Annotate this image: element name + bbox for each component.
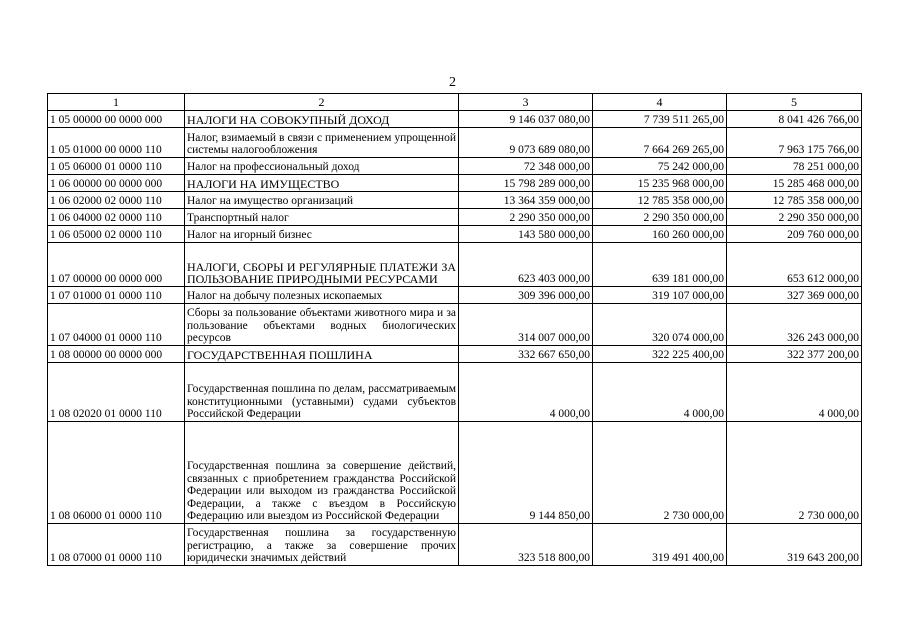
- amount-col3-cell: 9 144 850,00: [459, 422, 593, 524]
- code-cell: 1 05 06000 01 0000 110: [48, 158, 185, 175]
- name-cell: НАЛОГИ НА ИМУЩЕСТВО: [185, 175, 459, 192]
- amount-col4-cell: 320 074 000,00: [593, 304, 727, 346]
- name-cell: Сборы за пользование объектами животного мира и за пользование объектами водных биологических ресурсов: [185, 304, 459, 346]
- table-row: [48, 524, 862, 566]
- table-row: [48, 128, 862, 158]
- amount-col3-cell: 9 073 689 080,00: [459, 128, 593, 158]
- amount-col5-cell: 209 760 000,00: [727, 226, 862, 243]
- amount-col5-cell: 78 251 000,00: [727, 158, 862, 175]
- table-row: [48, 287, 862, 304]
- amount-col4-cell: 7 739 511 265,00: [593, 111, 727, 128]
- column-header-amount-4: 4: [593, 94, 727, 111]
- amount-col5-cell: 4 000,00: [727, 363, 862, 422]
- column-header-name: 2: [185, 94, 459, 111]
- code-cell: 1 07 04000 01 0000 110: [48, 304, 185, 346]
- amount-col5-cell: 653 612 000,00: [727, 243, 862, 287]
- amount-col4-cell: 2 290 350 000,00: [593, 209, 727, 226]
- column-header-amount-5: 5: [727, 94, 862, 111]
- table-row: [48, 111, 862, 128]
- amount-col5-cell: 322 377 200,00: [727, 346, 862, 363]
- budget-revenue-table: [47, 93, 862, 566]
- table-header-row: [48, 94, 862, 111]
- amount-col3-cell: 15 798 289 000,00: [459, 175, 593, 192]
- amount-col5-cell: 327 369 000,00: [727, 287, 862, 304]
- table-row: [48, 192, 862, 209]
- amount-col5-cell: 2 290 350 000,00: [727, 209, 862, 226]
- amount-col5-cell: 326 243 000,00: [727, 304, 862, 346]
- amount-col4-cell: 7 664 269 265,00: [593, 128, 727, 158]
- code-cell: 1 05 01000 00 0000 110: [48, 128, 185, 158]
- amount-col3-cell: 2 290 350 000,00: [459, 209, 593, 226]
- amount-col4-cell: 12 785 358 000,00: [593, 192, 727, 209]
- column-header-code: 1: [48, 94, 185, 111]
- amount-col5-cell: 319 643 200,00: [727, 524, 862, 566]
- amount-col5-cell: 8 041 426 766,00: [727, 111, 862, 128]
- amount-col4-cell: 4 000,00: [593, 363, 727, 422]
- amount-col5-cell: 15 285 468 000,00: [727, 175, 862, 192]
- amount-col3-cell: 623 403 000,00: [459, 243, 593, 287]
- amount-col4-cell: 15 235 968 000,00: [593, 175, 727, 192]
- code-cell: 1 08 00000 00 0000 000: [48, 346, 185, 363]
- amount-col5-cell: 7 963 175 766,00: [727, 128, 862, 158]
- amount-col4-cell: 2 730 000,00: [593, 422, 727, 524]
- name-cell: Налог на имущество организаций: [185, 192, 459, 209]
- table-row: [48, 363, 862, 422]
- table-row: [48, 346, 862, 363]
- page-number: 2: [449, 75, 456, 90]
- name-cell: Налог на профессиональный доход: [185, 158, 459, 175]
- amount-col5-cell: 2 730 000,00: [727, 422, 862, 524]
- amount-col4-cell: 639 181 000,00: [593, 243, 727, 287]
- code-cell: 1 07 00000 00 0000 000: [48, 243, 185, 287]
- amount-col4-cell: 319 107 000,00: [593, 287, 727, 304]
- code-cell: 1 06 05000 02 0000 110: [48, 226, 185, 243]
- amount-col3-cell: 4 000,00: [459, 363, 593, 422]
- amount-col3-cell: 314 007 000,00: [459, 304, 593, 346]
- column-header-amount-3: 3: [459, 94, 593, 111]
- amount-col5-cell: 12 785 358 000,00: [727, 192, 862, 209]
- name-cell: Налог на добычу полезных ископаемых: [185, 287, 459, 304]
- amount-col3-cell: 323 518 800,00: [459, 524, 593, 566]
- amount-col3-cell: 332 667 650,00: [459, 346, 593, 363]
- code-cell: 1 08 02020 01 0000 110: [48, 363, 185, 422]
- table-row: [48, 175, 862, 192]
- code-cell: 1 06 04000 02 0000 110: [48, 209, 185, 226]
- amount-col4-cell: 322 225 400,00: [593, 346, 727, 363]
- name-cell: НАЛОГИ, СБОРЫ И РЕГУЛЯРНЫЕ ПЛАТЕЖИ ЗА ПОЛЬЗОВАНИЕ ПРИРОДНЫМИ РЕСУРСАМИ: [185, 243, 459, 287]
- code-cell: 1 08 07000 01 0000 110: [48, 524, 185, 566]
- name-cell: НАЛОГИ НА СОВОКУПНЫЙ ДОХОД: [185, 111, 459, 128]
- code-cell: 1 06 02000 02 0000 110: [48, 192, 185, 209]
- code-cell: 1 08 06000 01 0000 110: [48, 422, 185, 524]
- amount-col4-cell: 319 491 400,00: [593, 524, 727, 566]
- table-row: [48, 422, 862, 524]
- name-cell: Налог, взимаемый в связи с применением упрощенной системы налогообложения: [185, 128, 459, 158]
- amount-col4-cell: 160 260 000,00: [593, 226, 727, 243]
- name-cell: ГОСУДАРСТВЕННАЯ ПОШЛИНА: [185, 346, 459, 363]
- amount-col3-cell: 143 580 000,00: [459, 226, 593, 243]
- table-row: [48, 243, 862, 287]
- amount-col3-cell: 309 396 000,00: [459, 287, 593, 304]
- name-cell: Налог на игорный бизнес: [185, 226, 459, 243]
- name-cell: Государственная пошлина за государственную регистрацию, а также за совершение прочих юридически значимых действий: [185, 524, 459, 566]
- code-cell: 1 06 00000 00 0000 000: [48, 175, 185, 192]
- table-row: [48, 226, 862, 243]
- table-row: [48, 304, 862, 346]
- amount-col3-cell: 9 146 037 080,00: [459, 111, 593, 128]
- table-row: [48, 209, 862, 226]
- table-row: [48, 158, 862, 175]
- amount-col3-cell: 13 364 359 000,00: [459, 192, 593, 209]
- name-cell: Государственная пошлина за совершение действий, связанных с приобретением гражданства Российской Федерации или выходом из гражданства Российской Федерации, а также с въездом в Российскую Федерацию или выездом из Российской Федерации: [185, 422, 459, 524]
- code-cell: 1 05 00000 00 0000 000: [48, 111, 185, 128]
- amount-col4-cell: 75 242 000,00: [593, 158, 727, 175]
- amount-col3-cell: 72 348 000,00: [459, 158, 593, 175]
- name-cell: Транспортный налог: [185, 209, 459, 226]
- table-body: [48, 111, 862, 566]
- code-cell: 1 07 01000 01 0000 110: [48, 287, 185, 304]
- name-cell: Государственная пошлина по делам, рассматриваемым конституционными (уставными) судами субъектов Российской Федерации: [185, 363, 459, 422]
